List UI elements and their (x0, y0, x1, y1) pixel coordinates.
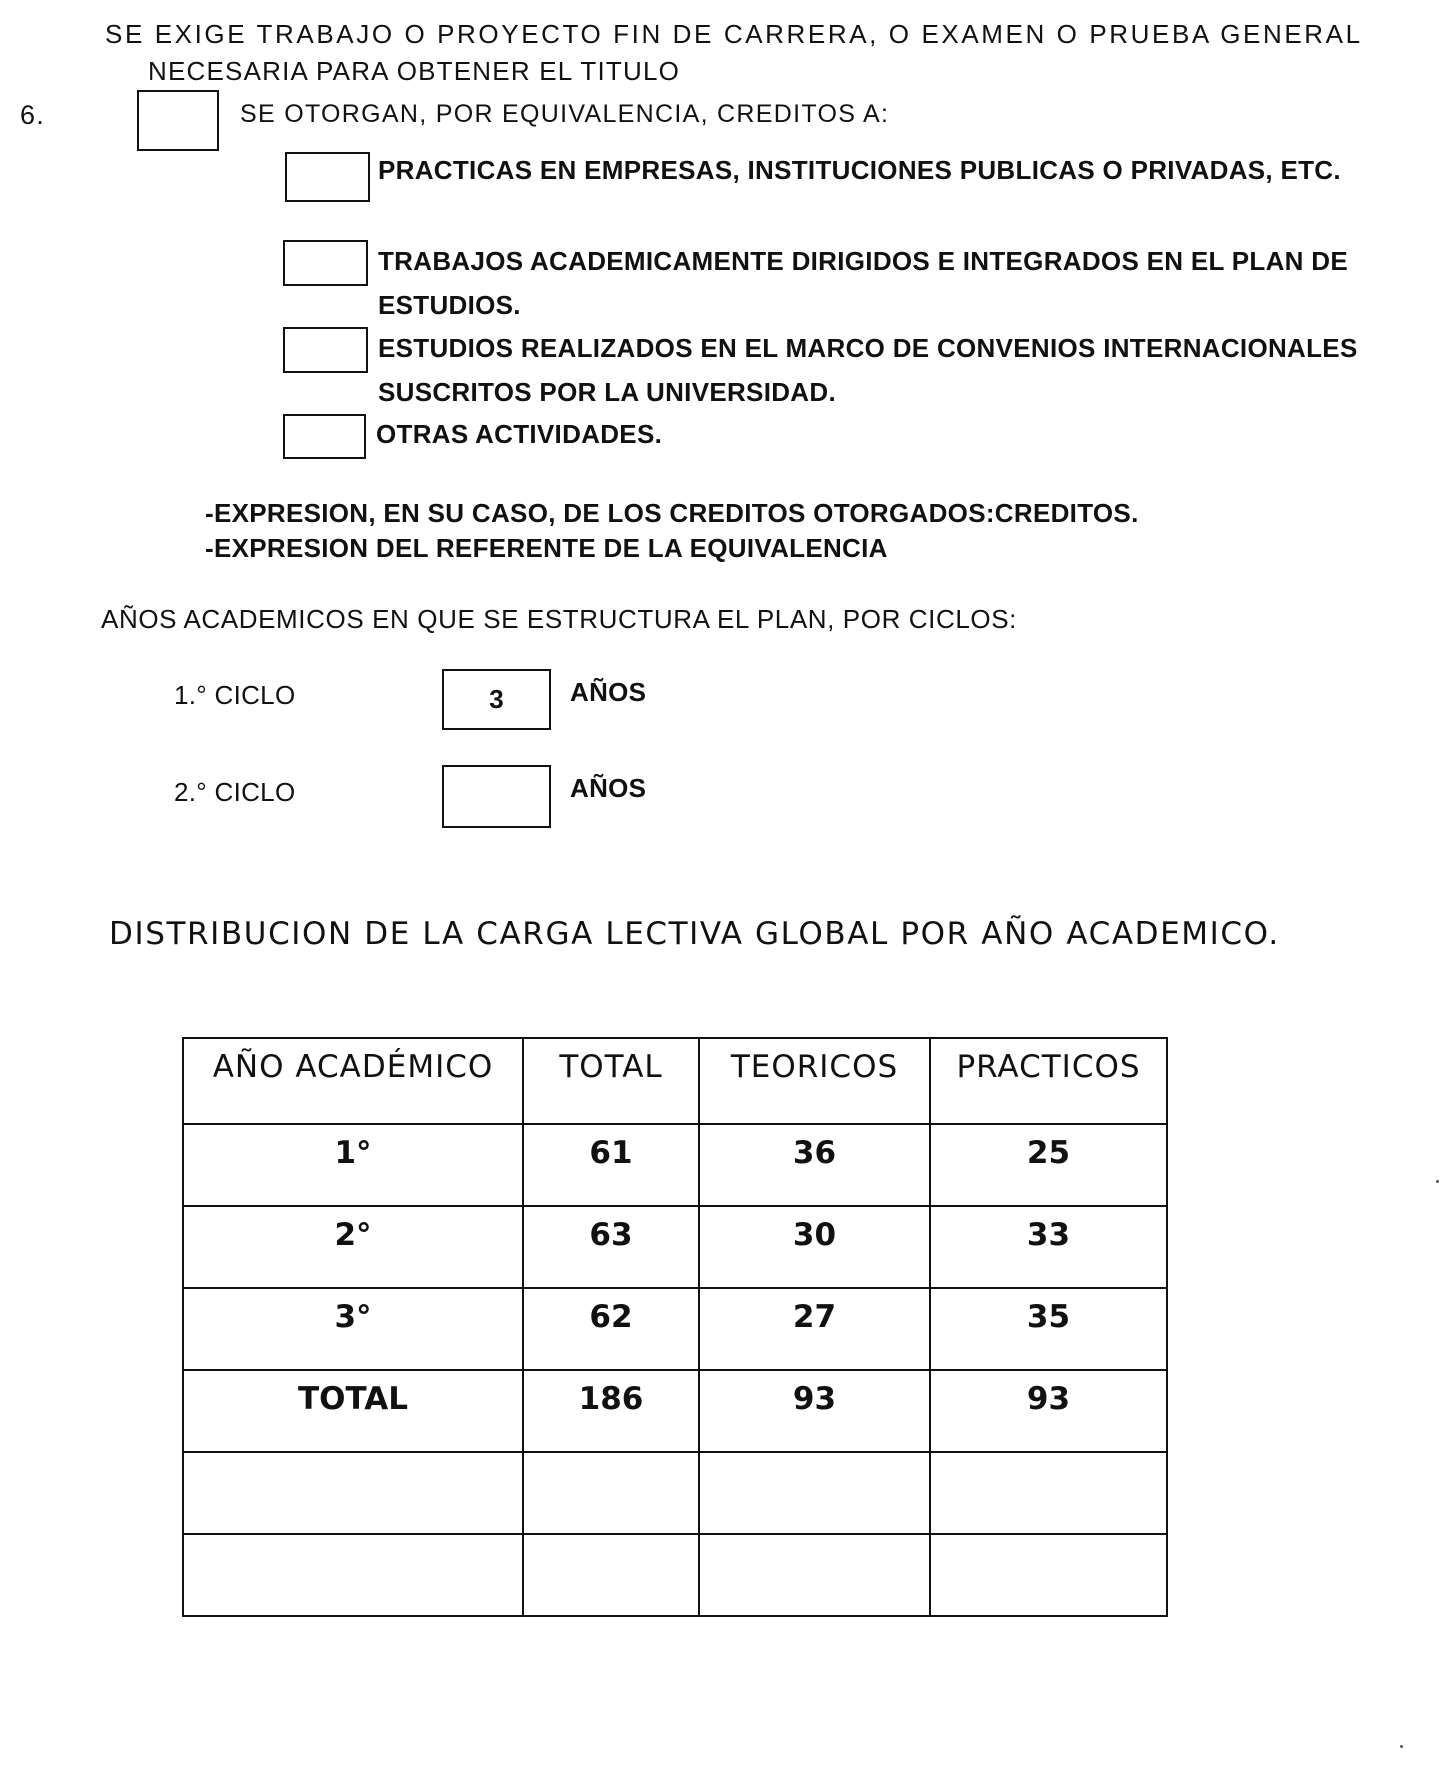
years-heading: AÑOS ACADEMICOS EN QUE SE ESTRUCTURA EL PLAN, POR CICLOS: (101, 604, 1017, 634)
cell-practicos: 35 (930, 1288, 1167, 1370)
load-distribution-table (182, 1037, 1168, 1617)
cell-practicos (930, 1534, 1167, 1616)
table-header-row (183, 1038, 1167, 1124)
option-label-trabajos-cont: ESTUDIOS. (378, 290, 521, 320)
option-label-trabajos: TRABAJOS ACADEMICAMENTE DIRIGIDOS E INTEGRADOS EN EL PLAN DE (378, 246, 1348, 276)
scan-speck (1400, 1745, 1403, 1748)
ciclo-1-years-field[interactable]: 3 (442, 669, 551, 730)
cell-year (183, 1452, 523, 1534)
cell-teoricos (699, 1452, 930, 1534)
cell-total: 62 (523, 1288, 699, 1370)
ciclo-1-unit: AÑOS (570, 677, 647, 707)
cell-practicos (930, 1452, 1167, 1534)
table-row-empty (183, 1452, 1167, 1534)
cell-total: 63 (523, 1206, 699, 1288)
cell-teoricos: 27 (699, 1288, 930, 1370)
cell-teoricos: 93 (699, 1370, 930, 1452)
table-row (183, 1124, 1167, 1206)
option-label-otras: OTRAS ACTIVIDADES. (376, 419, 663, 449)
cell-practicos: 33 (930, 1206, 1167, 1288)
header-line-1: SE EXIGE TRABAJO O PROYECTO FIN DE CARRERA, O EXAMEN O PRUEBA GENERAL (105, 19, 1363, 49)
option-label-practicas: PRACTICAS EN EMPRESAS, INSTITUCIONES PUBLICAS O PRIVADAS, ETC. (378, 155, 1341, 185)
ciclo-1-label: 1.° CICLO (174, 680, 296, 710)
cell-total (523, 1534, 699, 1616)
credits-checkbox[interactable] (137, 90, 219, 151)
cell-year (183, 1534, 523, 1616)
header-anio-academico: AÑO ACADÉMICO (183, 1038, 523, 1124)
table-row (183, 1288, 1167, 1370)
cell-year: 1° (183, 1124, 523, 1206)
cell-total: 186 (523, 1370, 699, 1452)
option-checkbox-otras[interactable] (283, 414, 366, 459)
option-checkbox-practicas[interactable] (285, 152, 370, 202)
option-checkbox-trabajos[interactable] (283, 240, 368, 286)
ciclo-2-label: 2.° CICLO (174, 777, 296, 807)
cell-practicos: 25 (930, 1124, 1167, 1206)
ciclo-2-years-field[interactable] (442, 765, 551, 828)
header-teoricos: TEORICOS (699, 1038, 930, 1124)
option-label-convenios: ESTUDIOS REALIZADOS EN EL MARCO DE CONVENIOS INTERNACIONALES (378, 333, 1358, 363)
cell-practicos: 93 (930, 1370, 1167, 1452)
cell-total (523, 1452, 699, 1534)
cell-teoricos (699, 1534, 930, 1616)
cell-year: TOTAL (183, 1370, 523, 1452)
cell-teoricos: 30 (699, 1206, 930, 1288)
expression-line-reference: -EXPRESION DEL REFERENTE DE LA EQUIVALENCIA (205, 533, 888, 563)
table-row (183, 1206, 1167, 1288)
expression-line-credits: -EXPRESION, EN SU CASO, DE LOS CREDITOS OTORGADOS:CREDITOS. (205, 498, 1139, 528)
scan-speck (1436, 1180, 1439, 1183)
cell-year: 2° (183, 1206, 523, 1288)
header-total: TOTAL (523, 1038, 699, 1124)
ciclo-2-unit: AÑOS (570, 773, 647, 803)
section-number: 6. (20, 100, 45, 130)
header-line-2: NECESARIA PARA OBTENER EL TITULO (148, 56, 681, 86)
cell-teoricos: 36 (699, 1124, 930, 1206)
option-checkbox-convenios[interactable] (283, 327, 368, 373)
distribution-heading: DISTRIBUCION DE LA CARGA LECTIVA GLOBAL POR AÑO ACADEMICO. (109, 916, 1280, 952)
table-row-total (183, 1370, 1167, 1452)
table-row-empty (183, 1534, 1167, 1616)
credits-question: SE OTORGAN, POR EQUIVALENCIA, CREDITOS A: (240, 100, 890, 128)
header-practicos: PRACTICOS (930, 1038, 1167, 1124)
cell-year: 3° (183, 1288, 523, 1370)
cell-total: 61 (523, 1124, 699, 1206)
option-label-convenios-cont: SUSCRITOS POR LA UNIVERSIDAD. (378, 377, 836, 407)
